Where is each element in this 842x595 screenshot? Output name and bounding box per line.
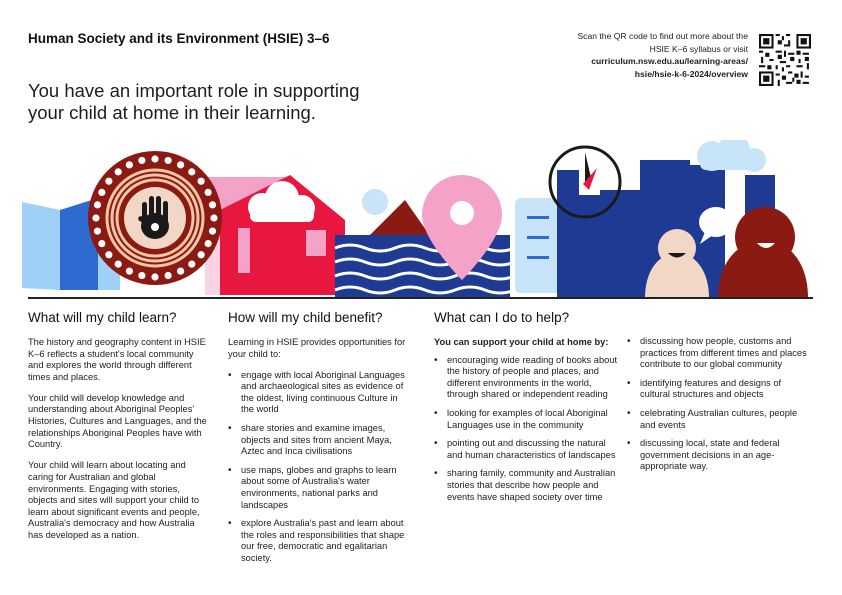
section-benefit <box>228 310 408 572</box>
list-item: • pointing out and discussing the natural and human characteristics of landscapes <box>434 438 618 461</box>
qr-caption-line1: Scan the QR code to find out more about the <box>577 31 748 41</box>
artwork-dot <box>126 161 133 168</box>
list-item: • looking for examples of local Aboriginal Languages use in the community <box>434 408 618 431</box>
list-item: • engage with local Aboriginal Languages and archaeological sites as evidence of the oldest, living continuous Culture in the world <box>228 370 408 416</box>
artwork-dot <box>198 178 205 185</box>
artwork-dot <box>151 273 158 280</box>
list-item: • use maps, globes and graphs to learn about some of Australia's water environments, national parks and landscapes <box>228 465 408 511</box>
section-divider <box>28 297 813 299</box>
artwork-dot <box>94 228 101 235</box>
artwork-dot <box>92 214 99 221</box>
learn-paragraph: The history and geography content in HSIE K–6 reflects a student's local community and explores the world through different times and places. <box>28 337 206 382</box>
qr-caption <box>508 30 748 80</box>
artwork-dot <box>115 261 122 268</box>
learn-paragraph: Your child will develop knowledge and understanding about Aboriginal Peoples' Histories, Cultures and Languages, and the relationships Aboriginal Peoples have with Country. <box>28 392 207 450</box>
artwork-dot <box>94 201 101 208</box>
artwork-dot <box>151 155 158 162</box>
cloud-icon-right <box>697 140 766 172</box>
artwork-dot <box>210 214 217 221</box>
section-benefit-heading: How will my child benefit? <box>228 310 383 325</box>
list-item: • encouraging wide reading of books about the history of people and places, and different environments in the world, through shared or independent reading <box>434 355 618 401</box>
tagline: You have an important role in supporting your child at home in their learning. <box>28 80 360 123</box>
artwork-dot <box>177 268 184 275</box>
artwork-dot <box>165 157 172 164</box>
sun-icon <box>362 189 388 215</box>
artwork-dot <box>205 240 212 247</box>
artwork-dot <box>188 261 195 268</box>
section-learn <box>28 310 208 551</box>
help-lead: You can support your child at home by: <box>434 337 609 347</box>
list-item: • discussing local, state and federal government decisions in an age-appropriate way. <box>627 438 811 473</box>
artwork-dot <box>188 168 195 175</box>
qr-caption-line2: HSIE K–6 syllabus or visit <box>649 43 748 54</box>
section-help <box>434 310 618 510</box>
artwork-dot <box>177 161 184 168</box>
section-help-continued <box>627 336 811 480</box>
syllabus-link-cont[interactable]: hsie/hsie-k-6-2024/overview <box>634 68 748 79</box>
section-learn-heading: What will my child learn? <box>28 310 177 325</box>
hsie-illustration-banner <box>0 140 842 298</box>
qr-code-icon[interactable] <box>759 34 811 86</box>
artwork-dot <box>209 201 216 208</box>
aboriginal-artwork-circle <box>88 151 222 285</box>
syllabus-link[interactable]: curriculum.nsw.edu.au/learning-areas/ <box>591 56 748 67</box>
artwork-dot <box>105 251 112 258</box>
artwork-dot <box>98 189 105 196</box>
list-item: • identifying features and designs of cultural structures and objects <box>627 378 811 401</box>
list-item: • sharing family, community and Australian stories that describe how people and events have shaped society over time <box>434 468 618 503</box>
list-item: • discussing how people, customs and practices from different times and places contribute to our global community <box>627 336 811 371</box>
learn-paragraph: Your child will learn about locating and caring for Australian and global environments. Engaging with stories, objects and sites will support your child to learn about significant events and people, Australia's democracy and how Australia has developed as a nation. <box>28 460 200 540</box>
list-item: • explore Australia's past and learn about the roles and responsibilities that shape our free, democratic and egalitarian society. <box>228 518 408 564</box>
artwork-dot <box>98 240 105 247</box>
list-item: • share stories and examine images, objects and sites from ancient Maya, Aztec and Inca civilisations <box>228 423 408 458</box>
artwork-dot <box>205 189 212 196</box>
section-help-heading: What can I do to help? <box>434 310 570 325</box>
artwork-dot <box>198 251 205 258</box>
benefit-list <box>228 370 408 565</box>
artwork-dot <box>138 272 145 279</box>
help-list-continued <box>627 336 811 473</box>
benefit-intro: Learning in HSIE provides opportunities for your child to: <box>228 337 406 359</box>
artwork-dot <box>165 272 172 279</box>
artwork-dot <box>126 268 133 275</box>
artwork-dot <box>115 168 122 175</box>
help-list <box>434 355 618 504</box>
artwork-dot <box>105 178 112 185</box>
document-title: Human Society and its Environment (HSIE) 3–6 <box>28 31 330 46</box>
list-item: • celebrating Australian cultures, people and events <box>627 408 811 431</box>
artwork-dot <box>138 157 145 164</box>
artwork-dot <box>209 228 216 235</box>
